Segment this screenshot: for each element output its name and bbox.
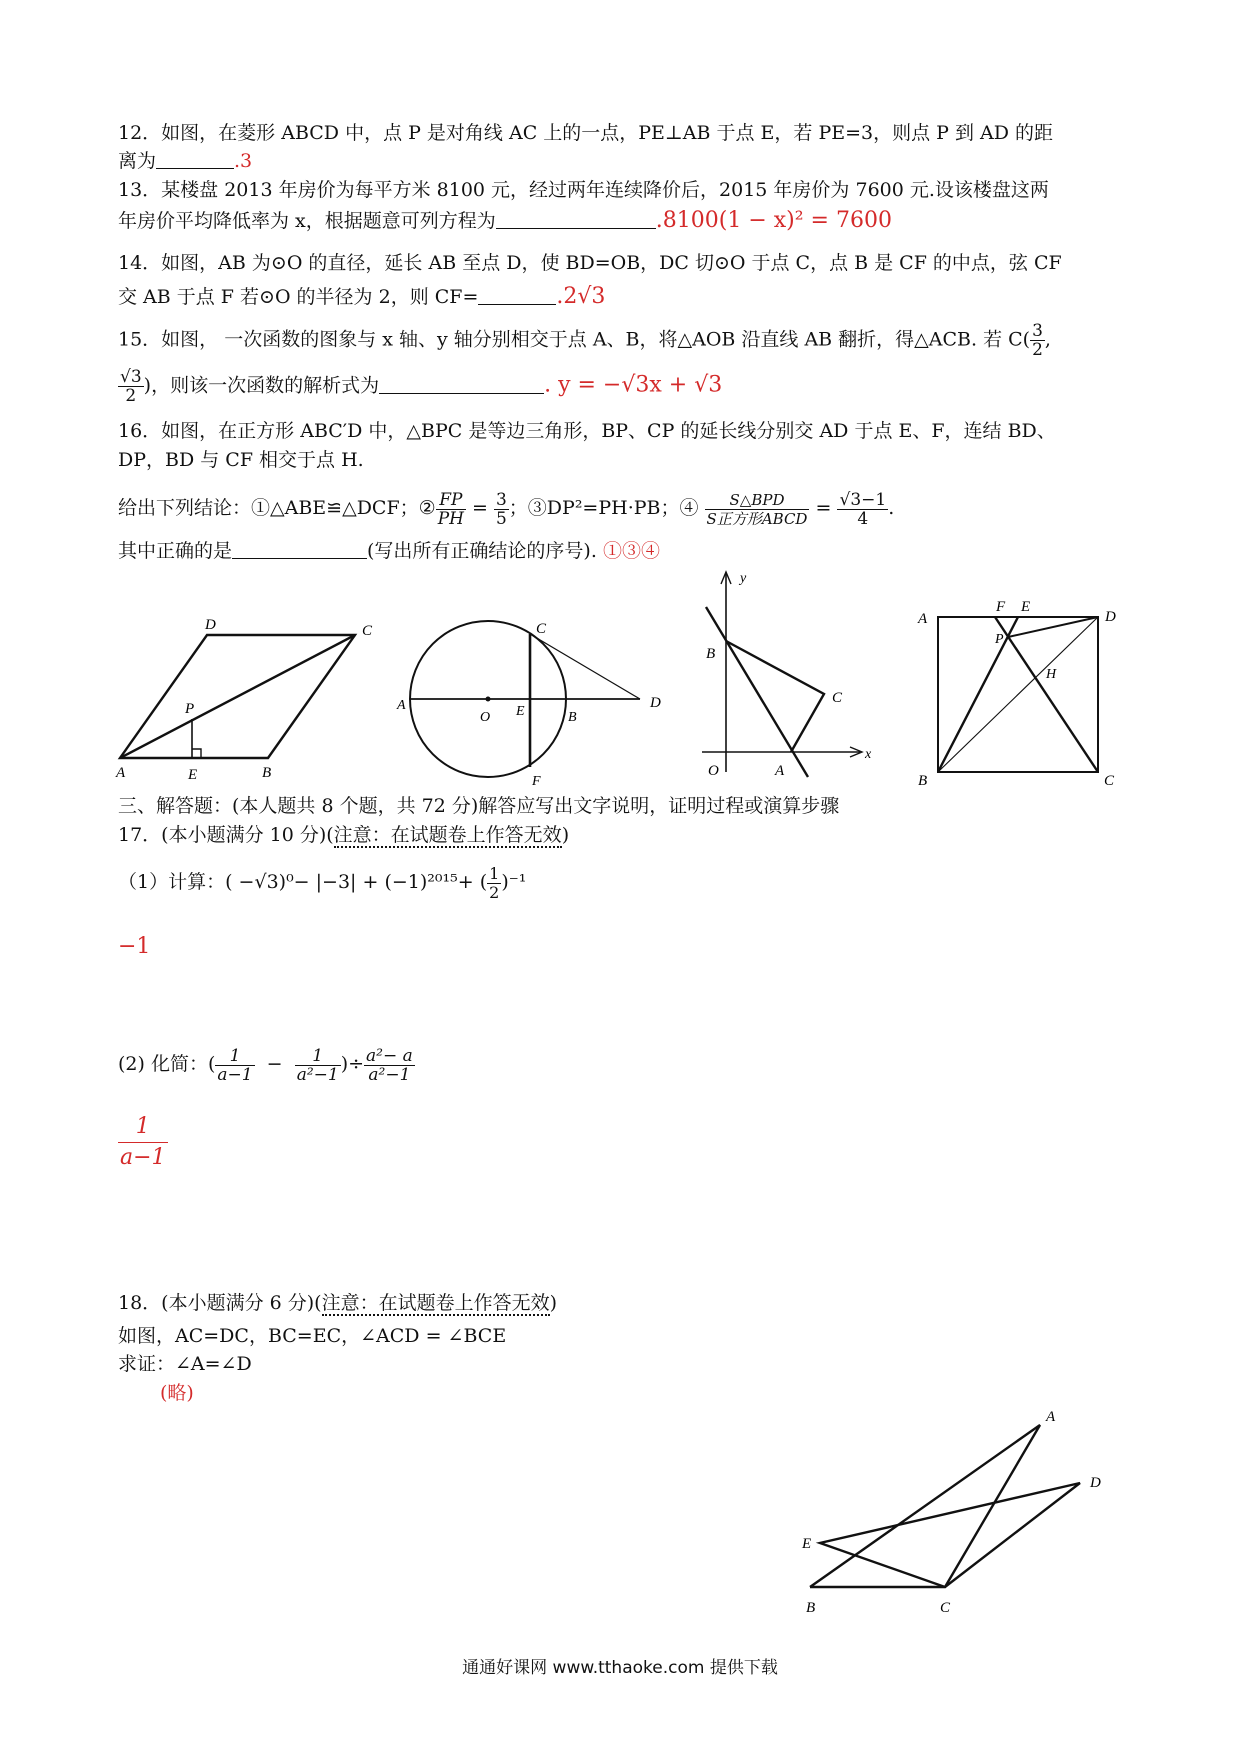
q17-part1-frac-num: 1 [489, 863, 500, 883]
q14-line1: 14．如图，AB 为⊙O 的直径，延长 AB 至点 D，使 BD=OB，DC 切⊙O 于点 C，点 B 是 CF 的中点，弦 CF [118, 252, 1062, 274]
q12-line1: 12．如图，在菱形 ABCD 中，点 P 是对角线 AC 上的一点，PE⊥AB 于点 E，若 PE=3，则点 P 到 AD 的距 [118, 122, 1054, 144]
q18-title-end: ) [549, 1292, 558, 1314]
q16-line1: 16．如图，在正方形 ABC′D 中，△BPC 是等边三角形，BP、CP 的延长线分别交 AD 于点 E、F，连结 BD、 [118, 420, 1056, 442]
q17-answer1: −1 [118, 934, 151, 959]
fig1-label-C: C [362, 623, 373, 639]
q15-cx-den: 2 [1032, 340, 1043, 360]
fig1-label-P: P [185, 701, 195, 717]
q16-frac-3-5 [494, 491, 509, 528]
q17-part2-div: )÷ [340, 1053, 365, 1075]
fig2-label-B: B [568, 710, 577, 725]
q12-line2 [118, 148, 252, 174]
fig5-label-E: E [802, 1536, 812, 1552]
q16-frac3-den: S正方形ABCD [706, 509, 808, 528]
q13-blank [496, 208, 656, 229]
q16-frac-value [837, 491, 888, 528]
q16-equals-2: = [815, 497, 832, 519]
fig3-label-O: O [708, 763, 719, 779]
fig1-label-A: A [116, 765, 126, 781]
q18-given: 如图，AC=DC，BC=EC，∠ACD = ∠BCE [118, 1325, 507, 1347]
q17-title-text: 17．(本小题满分 10 分)( [118, 824, 334, 846]
q16-line3 [118, 488, 894, 528]
figure-circle [390, 605, 680, 790]
q17-part2-frac1 [215, 1047, 254, 1084]
figure-triangles [790, 1405, 1130, 1625]
q16-frac4-num: √3−1 [839, 489, 887, 510]
q18-title-text: 18．(本小题满分 6 分)( [118, 1292, 322, 1314]
q16-frac2-num: 3 [495, 489, 507, 510]
fig3-label-x: x [865, 747, 872, 762]
q13-line2 [118, 208, 892, 234]
q16-frac1-den: PH [437, 508, 464, 529]
q17-part2-frac2-den: a²−1 [296, 1064, 339, 1085]
q17-answer2-den: a−1 [120, 1145, 166, 1170]
fig4-label-D: D [1105, 609, 1116, 625]
fig2-label-F: F [532, 774, 541, 789]
q15-cy-den: 2 [125, 386, 137, 406]
q16-frac3-num: S△BPD [705, 491, 810, 510]
q13-line1: 13．某楼盘 2013 年房价为每平方米 8100 元，经过两年连续降价后，2015 年房价为 7600 元.设该楼盘这两 [118, 179, 1049, 201]
section-3-header: 三、解答题：(本人题共 8 个题，共 72 分)解答应写出文字说明，证明过程或演算步骤 [118, 795, 840, 817]
figure-coordinate [690, 562, 890, 787]
q16-equals: = [472, 497, 488, 519]
q14-answer: .2√3 [556, 284, 606, 309]
q18-title [118, 1290, 557, 1316]
q15-text: 15．如图， 一次函数的图象与 x 轴、y 轴分别相交于点 A、B，将△AOB 沿直线 AB 翻折，得△ACB. 若 C( [118, 328, 1031, 351]
q16-line2: DP，BD 与 CF 相交于点 H. [118, 449, 364, 471]
page-footer: 通通好课网 www.tthaoke.com 提供下载 [462, 1658, 778, 1678]
q16-conclusions-intro: 给出下列结论：①△ABE≌△DCF；② [118, 497, 436, 519]
q12-blank [156, 148, 234, 169]
fig3-label-B: B [706, 646, 716, 662]
fig5-label-D: D [1090, 1475, 1101, 1491]
q16-line4 [118, 538, 660, 564]
q16-frac1-num: FP [436, 491, 466, 510]
q12-prompt: 离为 [118, 150, 157, 172]
fig4-label-A: A [918, 611, 928, 627]
q17-part1-frac [487, 865, 501, 902]
fig4-label-E: E [1021, 599, 1031, 615]
q17-part2-frac3 [364, 1047, 415, 1084]
fig4-label-P: P [995, 632, 1004, 647]
q17-part1-end: )⁻¹ [501, 871, 527, 893]
q17-part2-frac2-num: 1 [295, 1047, 341, 1066]
q17-part1-text: （1）计算：( −√3)⁰− |−3| + (−1)²⁰¹⁵+ ( [118, 871, 488, 893]
fig2-label-O: O [480, 710, 491, 725]
figure-square [910, 595, 1130, 790]
q17-title-end: ) [561, 824, 570, 846]
q15-line2 [118, 368, 722, 405]
fig2-label-E: E [516, 704, 525, 719]
fig5-label-B: B [806, 1600, 816, 1616]
q17-part2-frac1-num: 1 [215, 1047, 254, 1066]
q16-frac-area [705, 491, 810, 528]
fig4-label-H: H [1046, 667, 1057, 682]
q17-answer2-frac [118, 1112, 168, 1173]
q15-cy-num: √3 [120, 367, 142, 387]
q14-blank [478, 284, 556, 305]
q16-prompt: 其中正确的是 [118, 540, 233, 562]
q17-title [118, 822, 569, 848]
fig3-label-y: y [740, 571, 747, 586]
fig4-label-B: B [918, 773, 928, 789]
q14-prompt: 交 AB 于点 F 若⊙O 的半径为 2，则 CF= [118, 286, 479, 308]
q17-answer2 [118, 1112, 168, 1173]
fig4-label-C: C [1104, 773, 1115, 789]
q16-conclusion-3: ；③DP²=PH·PB；④ [508, 497, 699, 519]
q15-cx-frac [1030, 322, 1045, 359]
q13-answer: .8100(1 − x)² = 7600 [655, 208, 892, 233]
q18-prove: 求证：∠A=∠D [118, 1353, 252, 1375]
q17-part1-frac-den: 2 [489, 882, 500, 902]
fig1-label-E: E [188, 767, 198, 783]
q16-instruction: (写出所有正确结论的序号). [367, 540, 597, 562]
q16-answer: ①③④ [602, 540, 660, 562]
fig2-label-D: D [650, 695, 661, 711]
q12-answer: .3 [234, 150, 253, 172]
q17-part2-text: (2) 化简：( [118, 1053, 216, 1075]
figure-rhombus [110, 605, 390, 785]
q15-line1: 15．如图， 一次函数的图象与 x 轴、y 轴分别相交于点 A、B，将△AOB 沿直线 AB 翻折，得△ACB. 若 C( $\frac{3}{2}$ , [118, 321, 1051, 360]
q17-part1 [118, 862, 526, 902]
q15-cx-num: 3 [1032, 321, 1043, 341]
q18-note: 注意：在试题卷上作答无效 [321, 1292, 550, 1314]
fig5-label-A: A [1046, 1409, 1056, 1425]
q17-note: 注意：在试题卷上作答无效 [333, 824, 562, 846]
fig2-label-A: A [397, 698, 406, 713]
fig1-label-D: D [205, 617, 216, 633]
q15-blank [379, 373, 544, 394]
q17-part2 [118, 1042, 415, 1086]
q16-frac-fp-ph [436, 491, 466, 528]
fig4-label-F: F [996, 599, 1006, 615]
q17-part2-frac1-den: a−1 [217, 1064, 253, 1085]
fig3-label-A: A [775, 763, 785, 779]
fig5-label-C: C [940, 1600, 951, 1616]
q17-answer2-num: 1 [118, 1112, 168, 1143]
q17-part2-frac3-den: a²−1 [368, 1064, 411, 1085]
q14-line2 [118, 284, 605, 310]
fig2-label-C: C [536, 621, 547, 637]
q16-blank [232, 538, 367, 559]
q15-answer: . y = −√3x + √3 [544, 372, 723, 398]
q17-part2-frac3-num: a²− a [366, 1045, 413, 1066]
q15-prompt: )，则该一次函数的解析式为 [143, 374, 380, 397]
q13-prompt: 年房价平均降低率为 x，根据题意可列方程为 [118, 210, 496, 232]
q16-frac4-den: 4 [857, 508, 869, 529]
fig1-label-B: B [262, 765, 272, 781]
q17-part2-minus: − [266, 1053, 283, 1075]
fig3-label-C: C [832, 690, 843, 706]
q16-frac2-den: 5 [495, 508, 507, 529]
q18-answer: (略) [160, 1382, 194, 1404]
q15-cy-frac [118, 368, 144, 405]
q17-part2-frac2 [295, 1047, 341, 1084]
q16-period: . [888, 497, 895, 519]
